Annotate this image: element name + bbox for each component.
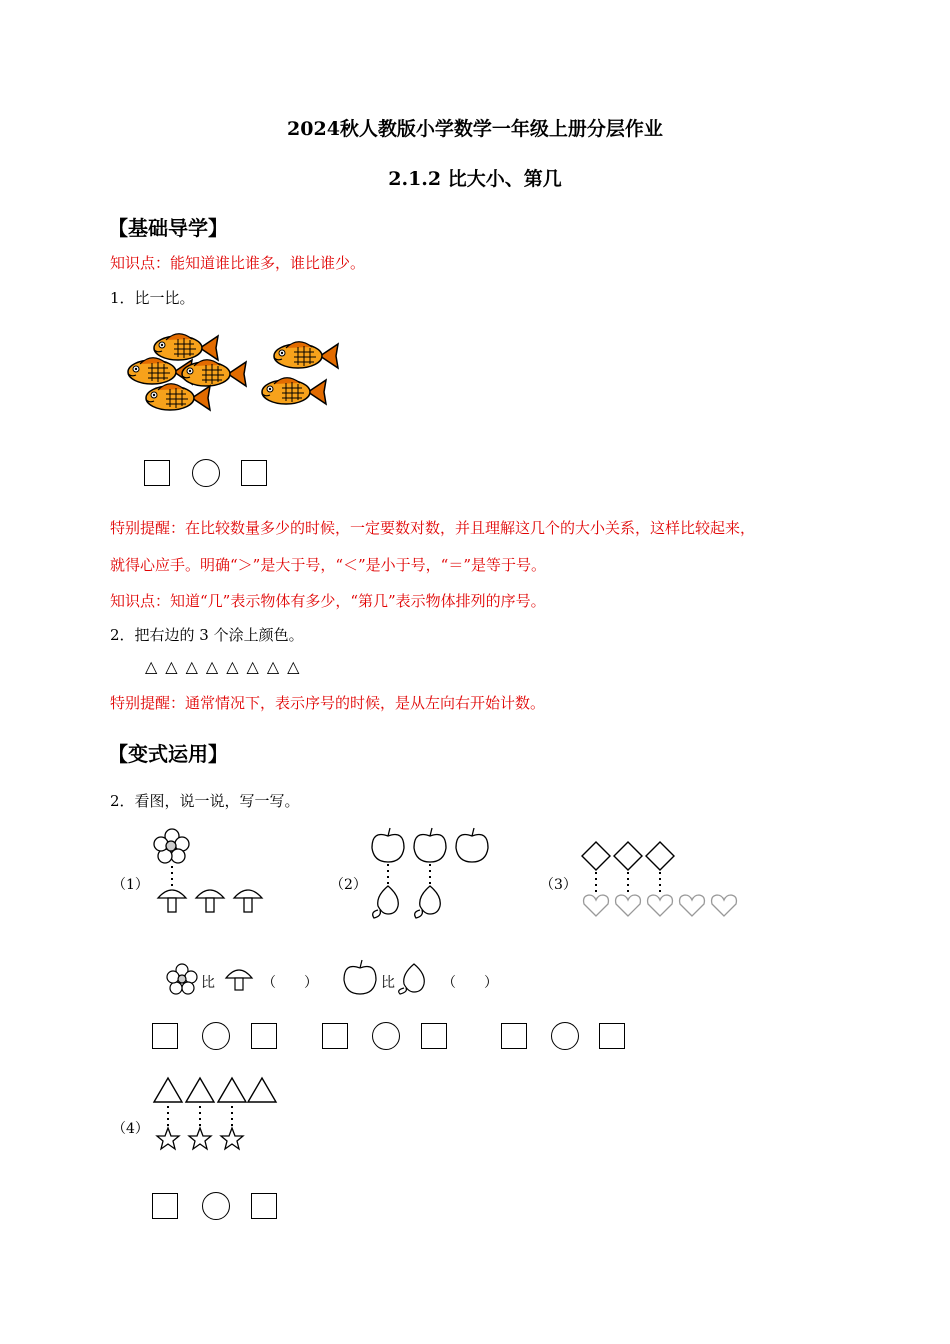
flower-mushroom-illustration (150, 826, 270, 926)
star-icons (157, 1128, 243, 1149)
question-1: 1．比一比。 (110, 289, 195, 307)
answer-box-4b[interactable] (251, 1193, 277, 1219)
question-2: 2．把右边的 3 个涂上颜色。 (110, 626, 304, 644)
answer-circle-4[interactable] (202, 1192, 230, 1220)
triangle-icons (154, 1078, 276, 1102)
doc-title: 2024秋人教版小学数学一年级上册分层作业 (287, 118, 663, 140)
compare-word-1: 比 (201, 975, 215, 991)
sub-label-1: （1） (112, 877, 149, 893)
knowledge-point-2: 知识点：知道“几”表示物体有多少，“第几”表示物体排列的序号。 (110, 592, 546, 610)
apple-small-icon (342, 960, 378, 996)
answer-circle-1[interactable] (202, 1022, 230, 1050)
answer-paren-1[interactable]: （ ） (262, 975, 318, 991)
doc-subtitle: 2.1.2 比大小、第几 (388, 168, 562, 190)
flower-icon (154, 829, 189, 863)
flower-small-icon (164, 962, 200, 998)
answer-box-4a[interactable] (152, 1193, 178, 1219)
answer-circle-symbol[interactable] (192, 459, 220, 487)
answer-box-left[interactable] (144, 460, 170, 486)
sub-label-2: （2） (330, 877, 367, 893)
answer-box-3a[interactable] (501, 1023, 527, 1049)
tip-1-line-2: 就得心应手。明确“＞”是大于号，“＜”是小于号，“＝”是等于号。 (110, 556, 547, 574)
answer-box-1a[interactable] (152, 1023, 178, 1049)
fish-group-illustration (122, 328, 352, 428)
question-variant-2: 2．看图，说一说，写一写。 (110, 792, 300, 810)
answer-circle-2[interactable] (372, 1022, 400, 1050)
section-heading-basic: 【基础导学】 (108, 216, 228, 240)
apple-icons (372, 828, 488, 862)
tip-2: 特别提醒：通常情况下，表示序号的时候，是从左向右开始计数。 (110, 694, 546, 712)
sub-label-4: （4） (112, 1121, 149, 1137)
knowledge-point-1: 知识点：能知道谁比谁多，谁比谁少。 (110, 254, 366, 272)
mushroom-icons (158, 890, 262, 912)
answer-paren-2[interactable]: （ ） (442, 975, 498, 991)
answer-box-3b[interactable] (599, 1023, 625, 1049)
answer-box-2a[interactable] (322, 1023, 348, 1049)
answer-box-2b[interactable] (421, 1023, 447, 1049)
diamond-icons (582, 842, 674, 870)
triangle-star-illustration (152, 1076, 282, 1156)
sub-label-3: （3） (540, 877, 577, 893)
answer-circle-3[interactable] (551, 1022, 579, 1050)
answer-box-right[interactable] (241, 460, 267, 486)
heart-icons (584, 895, 737, 916)
peach-small-icon (396, 962, 432, 996)
triangle-row[interactable]: △△△△△△△△ (145, 657, 308, 676)
answer-box-1b[interactable] (251, 1023, 277, 1049)
tip-1-line-1: 特别提醒：在比较数量多少的时候，一定要数对数，并且理解这几个的大小关系，这样比较起来， (110, 519, 756, 537)
peach-icons (373, 886, 441, 918)
mushroom-small-icon (224, 962, 254, 994)
apple-peach-illustration (368, 826, 498, 926)
diamond-heart-illustration (580, 840, 740, 935)
section-heading-variant: 【变式运用】 (108, 742, 228, 766)
compare-word-2: 比 (381, 975, 395, 991)
